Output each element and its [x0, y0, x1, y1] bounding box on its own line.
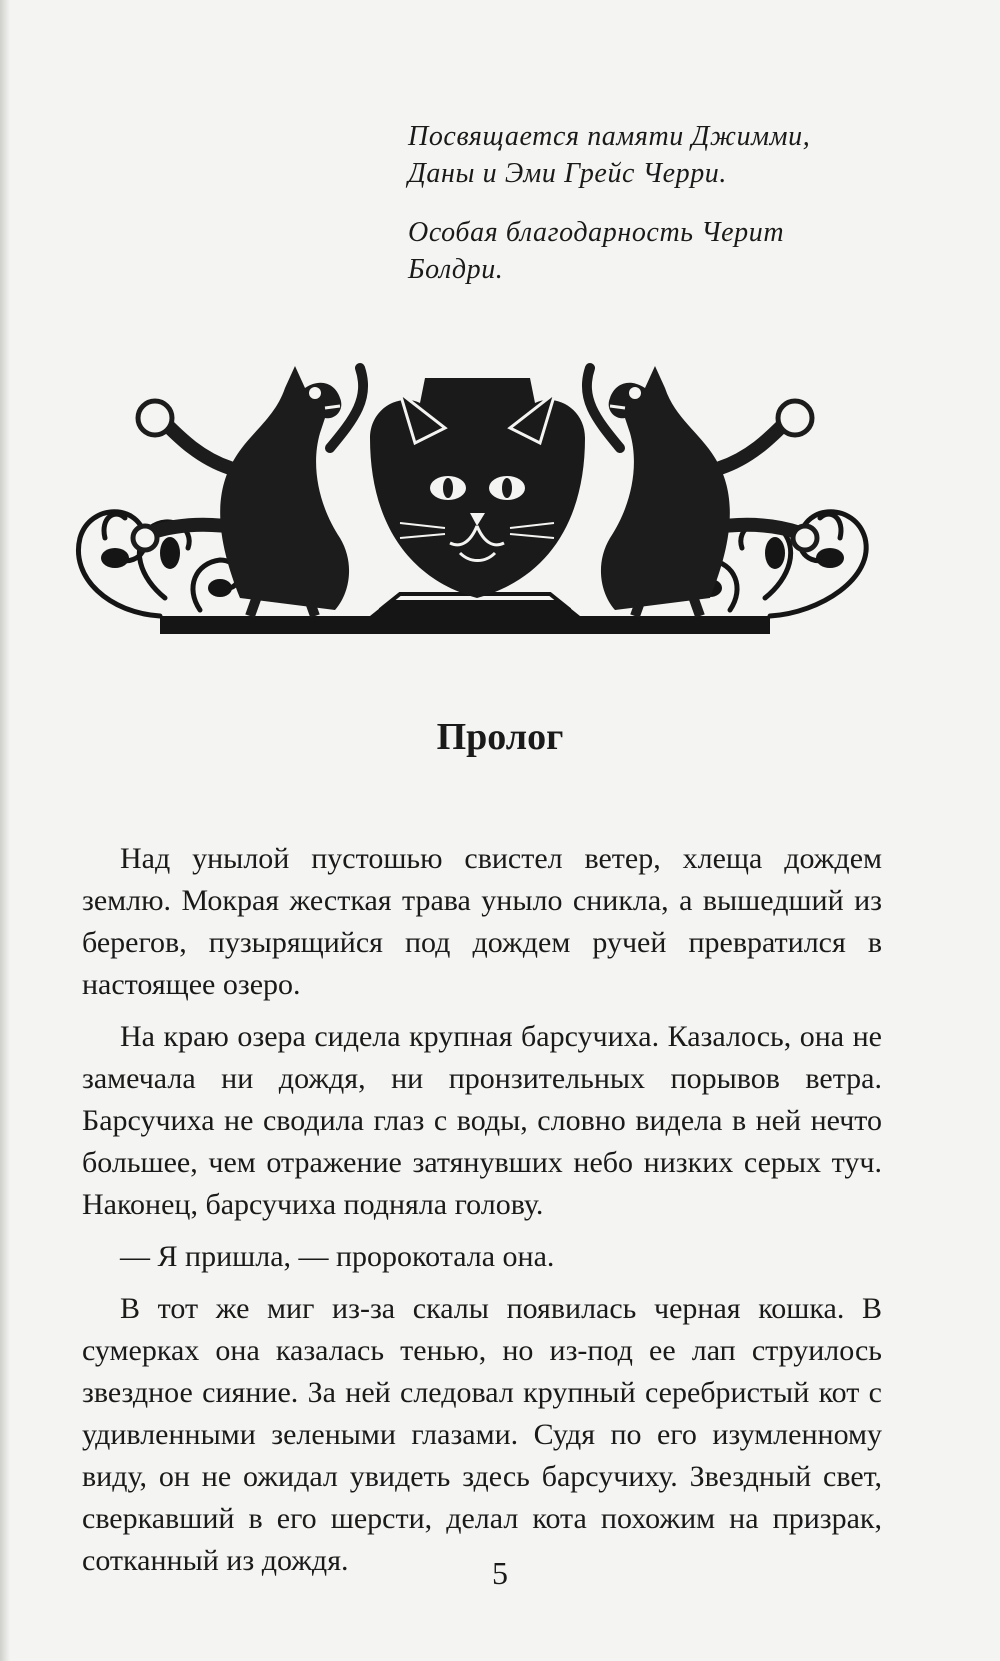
heraldic-cats-ornament-icon [70, 348, 880, 678]
chapter-title: Пролог [436, 716, 564, 758]
paragraph: — Я пришла, — пророкотала она. [120, 1240, 555, 1273]
spine-shadow [0, 0, 10, 1661]
paragraph: В тот же миг из-за скалы появилась черная кошка. В сумерках она казалась тенью, но из-под ее лап струилось звездное сияние. За ней следовал крупный серебристый кот с удивленными зелеными глазами. Судя по его изумленному виду, он не ожидал увидеть здесь барсучиху. Звездный свет, сверкавший в его шерсти, делал кота похожим на призрак, сотканный из дождя. [82, 1292, 882, 1577]
page-number: 5 [492, 1555, 508, 1591]
acknowledgement-line: Особая благодарность Черит Болдри. [408, 217, 785, 285]
dedication [408, 118, 880, 310]
prologue-text [82, 838, 882, 1592]
dedication-line: Посвящается памяти Джимми, Даны и Эми Грейс Черри. [408, 121, 811, 189]
paragraph: На краю озера сидела крупная барсучиха. Казалось, она не замечала ни дождя, ни пронзительных порывов ветра. Барсучиха не сводила глаз с воды, словно видела в ней нечто большее, чем отражение затянувших небо низких серых туч. Наконец, барсучиха подняла голову. [82, 1020, 882, 1221]
paragraph: Над унылой пустошью свистел ветер, хлеща дождем землю. Мокрая жесткая трава уныло сникла, а вышедший из берегов, пузырящийся под дождем ручей превратился в настоящее озеро. [82, 842, 882, 1001]
